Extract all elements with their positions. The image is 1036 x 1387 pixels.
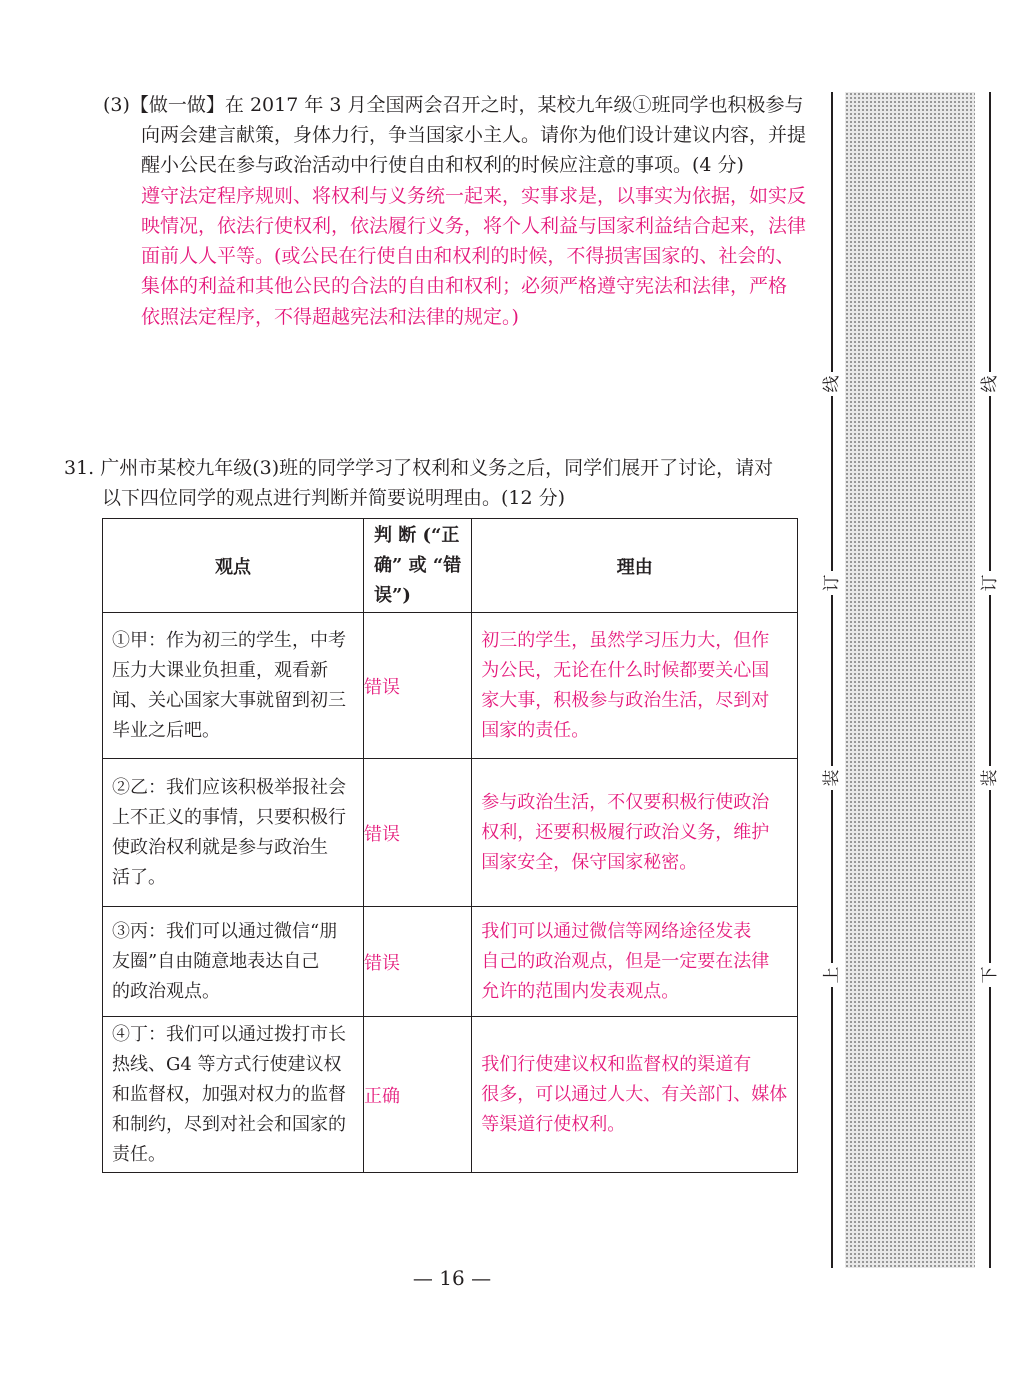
reason-line: 我们可以通过微信等网络途径发表 xyxy=(481,920,752,942)
table-header-row xyxy=(103,519,798,613)
reason-line: 允许的范围内发表观点。 xyxy=(481,980,680,1002)
q31-line: 31. 广州市某校九年级(3)班的同学学习了权利和义务之后，同学们展开了讨论，请对 xyxy=(64,457,774,479)
table-row xyxy=(103,613,798,759)
viewpoint-cell xyxy=(103,613,364,759)
inner-label-xian: 线 xyxy=(820,372,844,396)
reason-line: 初三的学生，虽然学习压力大，但作 xyxy=(481,629,770,651)
header-judgment-line: 误”) xyxy=(374,584,411,606)
viewpoint-line: 闻、关心国家大事就留到初三 xyxy=(112,689,346,711)
viewpoint-line: 上不正义的事情，只要积极行 xyxy=(112,806,346,828)
table-row xyxy=(103,1017,798,1173)
binding-hatch-strip xyxy=(845,92,975,1268)
header-viewpoint: 观点 xyxy=(103,519,364,613)
viewpoint-line: 热线、G4 等方式行使建议权 xyxy=(112,1053,342,1075)
header-judgment-line: 判 断 (“正 xyxy=(374,524,460,546)
viewpoint-line: 活了。 xyxy=(112,866,166,888)
reason-line: 自己的政治观点，但是一定要在法律 xyxy=(481,950,770,972)
viewpoint-line: 的政治观点。 xyxy=(112,980,220,1002)
inner-label-zhuang: 装 xyxy=(820,766,844,790)
reason-cell xyxy=(472,613,798,759)
header-reason: 理由 xyxy=(472,519,798,613)
part3-question-line: 向两会建言献策，身体力行，争当国家小主人。请你为他们设计建议内容，并提 xyxy=(103,124,807,146)
reason-line: 家大事，积极参与政治生活，尽到对 xyxy=(481,689,770,711)
part3-answer-line: 映情况，依法行使权利，依法履行义务，将个人利益与国家利益结合起来，法律 xyxy=(103,215,807,237)
reason-line: 很多，可以通过人大、有关部门、媒体 xyxy=(481,1083,788,1105)
reason-line: 权利，还要积极履行政治义务，维护 xyxy=(481,821,770,843)
part3-answer-line: 遵守法定程序规则、将权利与义务统一起来，实事求是，以事实为依据，如实反 xyxy=(103,185,807,207)
reason-cell xyxy=(472,1017,798,1173)
viewpoint-line: 毕业之后吧。 xyxy=(112,719,220,741)
viewpoint-line: ①甲：作为初三的学生，中考 xyxy=(112,629,346,651)
reason-line: 我们行使建议权和监督权的渠道有 xyxy=(481,1053,752,1075)
reason-line: 国家安全，保守国家秘密。 xyxy=(481,851,698,873)
reason-cell xyxy=(472,907,798,1017)
inner-label-ding: 订 xyxy=(820,571,844,595)
viewpoint-line: 和监督权，加强对权力的监督 xyxy=(112,1083,346,1105)
viewpoint-line: 友圈”自由随意地表达自己 xyxy=(112,950,320,972)
judgment-cell: 正确 xyxy=(364,1017,472,1173)
outer-binding-line xyxy=(989,92,991,1268)
page-number: — 16 — xyxy=(412,1266,492,1290)
part3-question-line: (3)【做一做】在 2017 年 3 月全国两会召开之时，某校九年级①班同学也积极参与 xyxy=(103,94,804,116)
judgment-cell: 错误 xyxy=(364,613,472,759)
judgment-cell: 错误 xyxy=(364,759,472,907)
outer-label-xia: 下 xyxy=(978,963,1002,987)
outer-label-xian: 线 xyxy=(978,372,1002,396)
viewpoint-line: 压力大课业负担重，观看新 xyxy=(112,659,328,681)
viewpoint-line: ④丁：我们可以通过拨打市长 xyxy=(112,1023,346,1045)
viewpoint-line: 和制约，尽到对社会和国家的 xyxy=(112,1113,346,1135)
viewpoint-cell xyxy=(103,907,364,1017)
reason-line: 国家的责任。 xyxy=(481,719,590,741)
part3-question-line: 醒小公民在参与政治活动中行使自由和权利的时候应注意的事项。(4 分) xyxy=(103,154,744,176)
viewpoint-cell xyxy=(103,1017,364,1173)
part3-answer-line: 面前人人平等。(或公民在行使自由和权利的时候，不得损害国家的、社会的、 xyxy=(103,245,795,267)
outer-label-ding: 订 xyxy=(978,571,1002,595)
outer-label-zhuang: 装 xyxy=(978,766,1002,790)
viewpoint-table xyxy=(102,518,798,1173)
reason-line: 参与政治生活，不仅要积极行使政治 xyxy=(481,791,770,813)
part3-answer-line: 集体的利益和其他公民的合法的自由和权利；必须严格遵守宪法和法律，严格 xyxy=(103,275,788,297)
viewpoint-cell xyxy=(103,759,364,907)
viewpoint-line: 责任。 xyxy=(112,1143,166,1165)
inner-label-shang: 上 xyxy=(820,963,844,987)
judgment-cell: 错误 xyxy=(364,907,472,1017)
reason-cell xyxy=(472,759,798,907)
reason-line: 等渠道行使权利。 xyxy=(481,1113,626,1135)
inner-binding-line xyxy=(831,92,833,1268)
q31-line: 以下四位同学的观点进行判断并简要说明理由。(12 分) xyxy=(64,487,566,509)
header-judgment xyxy=(364,519,472,613)
viewpoint-line: 使政治权利就是参与政治生 xyxy=(112,836,328,858)
table-row xyxy=(103,759,798,907)
part3-answer-line: 依照法定程序，不得超越宪法和法律的规定。) xyxy=(103,306,519,328)
viewpoint-line: ②乙：我们应该积极举报社会 xyxy=(112,776,346,798)
reason-line: 为公民，无论在什么时候都要关心国 xyxy=(481,659,770,681)
viewpoint-line: ③丙：我们可以通过微信“朋 xyxy=(112,920,338,942)
table-row xyxy=(103,907,798,1017)
header-judgment-line: 确” 或 “错 xyxy=(374,554,462,576)
